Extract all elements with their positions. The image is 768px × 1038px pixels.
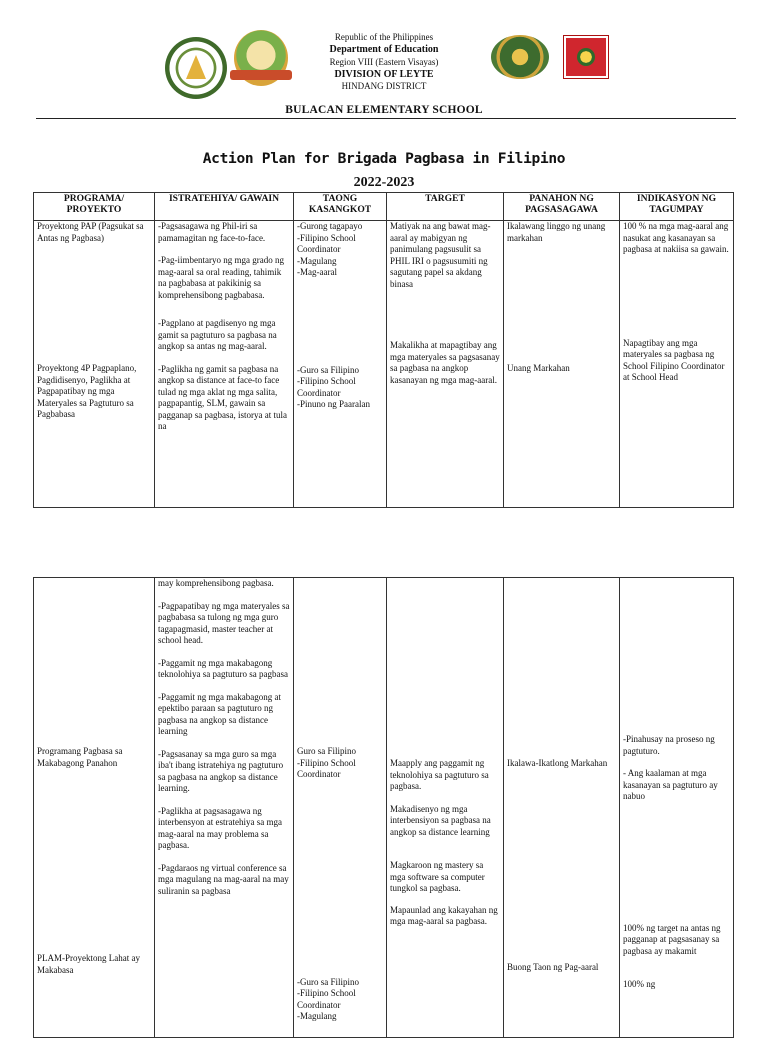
istratehiya-item: -Paglikha ng gamit sa pagbasa na angkop sa distance at face-to face tulad ng mga aklat ng mga salita, pagpapantig, SLM, gawain sa pagganap sa pagbasa, istorya at tula na	[158, 363, 287, 431]
school-name: BULACAN ELEMENTARY SCHOOL	[285, 104, 483, 116]
istratehiya-item: -Pagpapatibay ng mga materyales sa pagbabasa sa tulong ng mga guro tagapagmasid, master teacher at school head.	[158, 600, 290, 645]
istratehiya-item: -Paglikha at pagsasagawa ng interbensyon at estratehiya sa mga mag-aaral na may problema sa pagbasa.	[158, 805, 282, 850]
taong-kasangkot-cell	[294, 221, 387, 508]
document-title: Action Plan for Brigada Pagbasa in Filipino	[202, 151, 566, 167]
istratehiya-item: -Pagsasagawa ng Phil-iri sa pamamagitan ng face-to-face.	[158, 221, 266, 243]
indikasyon-cell	[620, 221, 734, 508]
indikasyon-item: -Pinahusay na proseso ng pagtuturo.	[623, 734, 715, 756]
istratehiya-item: -Pagsasanay sa mga guro sa mga iba't ibang istratehiya ng pagtuturo sa pagbasa na angkop sa distance learning.	[158, 748, 284, 793]
header-department: Department of Education	[329, 44, 439, 55]
programa-4p: Proyektong 4P Pagpaplano, Pagdidisenyo, Paglikha at Pagpapatibay ng mga Materyales sa Pagtuturo sa Pagbabasa	[37, 363, 137, 419]
istratehiya-item: -Pagdaraos ng virtual conference sa mga magulang na mag-aaral na may suliranin sa pagbasa	[158, 862, 289, 896]
programa-plam: PLAM-Proyektong Lahat ay Makabasa	[37, 953, 140, 975]
header-division: DIVISION OF LEYTE	[334, 69, 434, 80]
indikasyon-item: Napagtibay ang mga materyales sa pagbasa ng School Filipino Coordinator at School Head	[623, 337, 725, 382]
panahon-cell	[504, 221, 620, 508]
istratehiya-item: may komprehensibong pagbasa.	[158, 578, 274, 588]
indikasyon-item: 100% ng	[623, 979, 656, 989]
column-header-panahon: PANAHON NG PAGSASAGAWA	[504, 193, 620, 221]
indikasyon-item: 100% ng target na antas ng pagganap at pagsasanay sa pagbasa ay makamit	[623, 922, 721, 956]
istratehiya-cell	[155, 221, 294, 508]
target-item: Makalikha at mapagtibay ang mga materyales sa pagsasanay sa pagbasa na angkop kasanayan ng mga mag-aaral.	[390, 340, 500, 385]
column-header-target: TARGET	[387, 193, 504, 221]
istratehiya-cell	[155, 578, 294, 1038]
column-header-istratehiya: ISTRATEHIYA/ GAWAIN	[155, 193, 294, 221]
taong-item: Guro sa Filipino	[297, 746, 357, 756]
indikasyon-cell	[620, 578, 734, 1038]
column-header-indikasyon: INDIKASYON NG TAGUMPAY	[620, 193, 734, 221]
action-plan-table-continued	[33, 577, 734, 1038]
target-item: Mapaunlad ang kakayahan ng mga mag-aaral sa pagbasa.	[390, 904, 498, 926]
taong-item: -Magulang	[297, 255, 337, 266]
istratehiya-item: -Pag-iimbentaryo ng mga grado ng mag-aaral sa oral reading, tahimik na pagbabasa at pakikinig sa komprehensibong pagbabasa.	[158, 255, 284, 300]
programa-cell	[34, 221, 155, 508]
target-item: Magkaroon ng mastery sa mga software sa computer tungkol sa pagbasa.	[390, 860, 485, 893]
taong-item: -Magulang	[297, 1011, 337, 1021]
taong-item: -Mag-aaral	[297, 267, 337, 277]
taong-kasangkot-cell	[294, 578, 387, 1038]
header-divider	[36, 118, 736, 119]
istratehiya-item: -Pagplano at pagdisenyo ng mga gamit sa pagtuturo sa pagbasa na angkop sa antas ng mag-aaral.	[158, 318, 277, 351]
panahon-item: Ikalawang linggo ng unang markahan	[507, 221, 606, 243]
panahon-item: Ikalawa-Ikatlong Markahan	[507, 758, 608, 768]
target-item: Maapply ang paggamit ng teknolohiya sa pagtuturo sa pagbasa.	[390, 758, 489, 791]
header-region: Region VIII (Eastern Visayas)	[329, 57, 439, 67]
panahon-item: Unang Markahan	[507, 363, 570, 373]
indikasyon-item: 100 % na mga mag-aaral ang nasukat ang kasanayan sa pagbasa at nakiisa sa gawain.	[623, 221, 729, 254]
programa-cell	[34, 578, 155, 1038]
panahon-item: Buong Taon ng Pag-aaral	[507, 961, 599, 972]
action-plan-table	[33, 192, 734, 508]
taong-item: -Filipino School Coordinator	[297, 988, 356, 1010]
taong-item: -Guro sa Filipino	[297, 364, 359, 375]
table-row	[34, 221, 734, 508]
table-header-row	[34, 193, 734, 221]
taong-item: -Filipino School Coordinator	[297, 376, 356, 398]
istratehiya-item: -Paggamit ng mga makabagong teknolohiya sa pagtuturo sa pagbasa	[158, 657, 288, 679]
taong-item: -Pinuno ng Paaralan	[297, 399, 370, 409]
taong-item: -Filipino School Coordinator	[297, 757, 356, 779]
target-item: Matiyak na ang bawat mag-aaral ay mabigyan ng panimulang pagsusulit sa PHIL IRI o pagsusumiti ng sagutang papel sa akdang binasa	[390, 221, 491, 289]
taong-item: -Gurong tagapayo	[297, 221, 363, 231]
target-item: Makadisenyo ng mga interbensiyon sa pagbasa na angkop sa distance learning	[390, 803, 491, 837]
header-country: Republic of the Philippines	[334, 32, 434, 42]
column-header-programa: PROGRAMA/ PROYEKTO	[34, 193, 155, 221]
istratehiya-item: -Paggamit ng mga makabagong at epektibo paraan sa pagtuturo ng pagbasa na angkop sa distance learning	[158, 691, 281, 736]
taong-item: -Filipino School Coordinator	[297, 232, 356, 254]
indikasyon-item: - Ang kaalaman at mga kasanayan sa pagtuturo ay nabuo	[623, 768, 718, 801]
table-row	[34, 578, 734, 1038]
programa-pap: Proyektong PAP (Pagsukat sa Antas ng Pagbasa)	[37, 221, 144, 243]
taong-item: -Guro sa Filipino	[297, 976, 359, 987]
panahon-cell	[504, 578, 620, 1038]
header-district: HINDANG DISTRICT	[341, 81, 427, 91]
target-cell	[387, 221, 504, 508]
column-header-taong-kasangkot: TAONG KASANGKOT	[294, 193, 387, 221]
school-year: 2022-2023	[353, 175, 415, 190]
programa-makabagong-panahon: Programang Pagbasa sa Makabagong Panahon	[37, 746, 123, 768]
target-cell	[387, 578, 504, 1038]
